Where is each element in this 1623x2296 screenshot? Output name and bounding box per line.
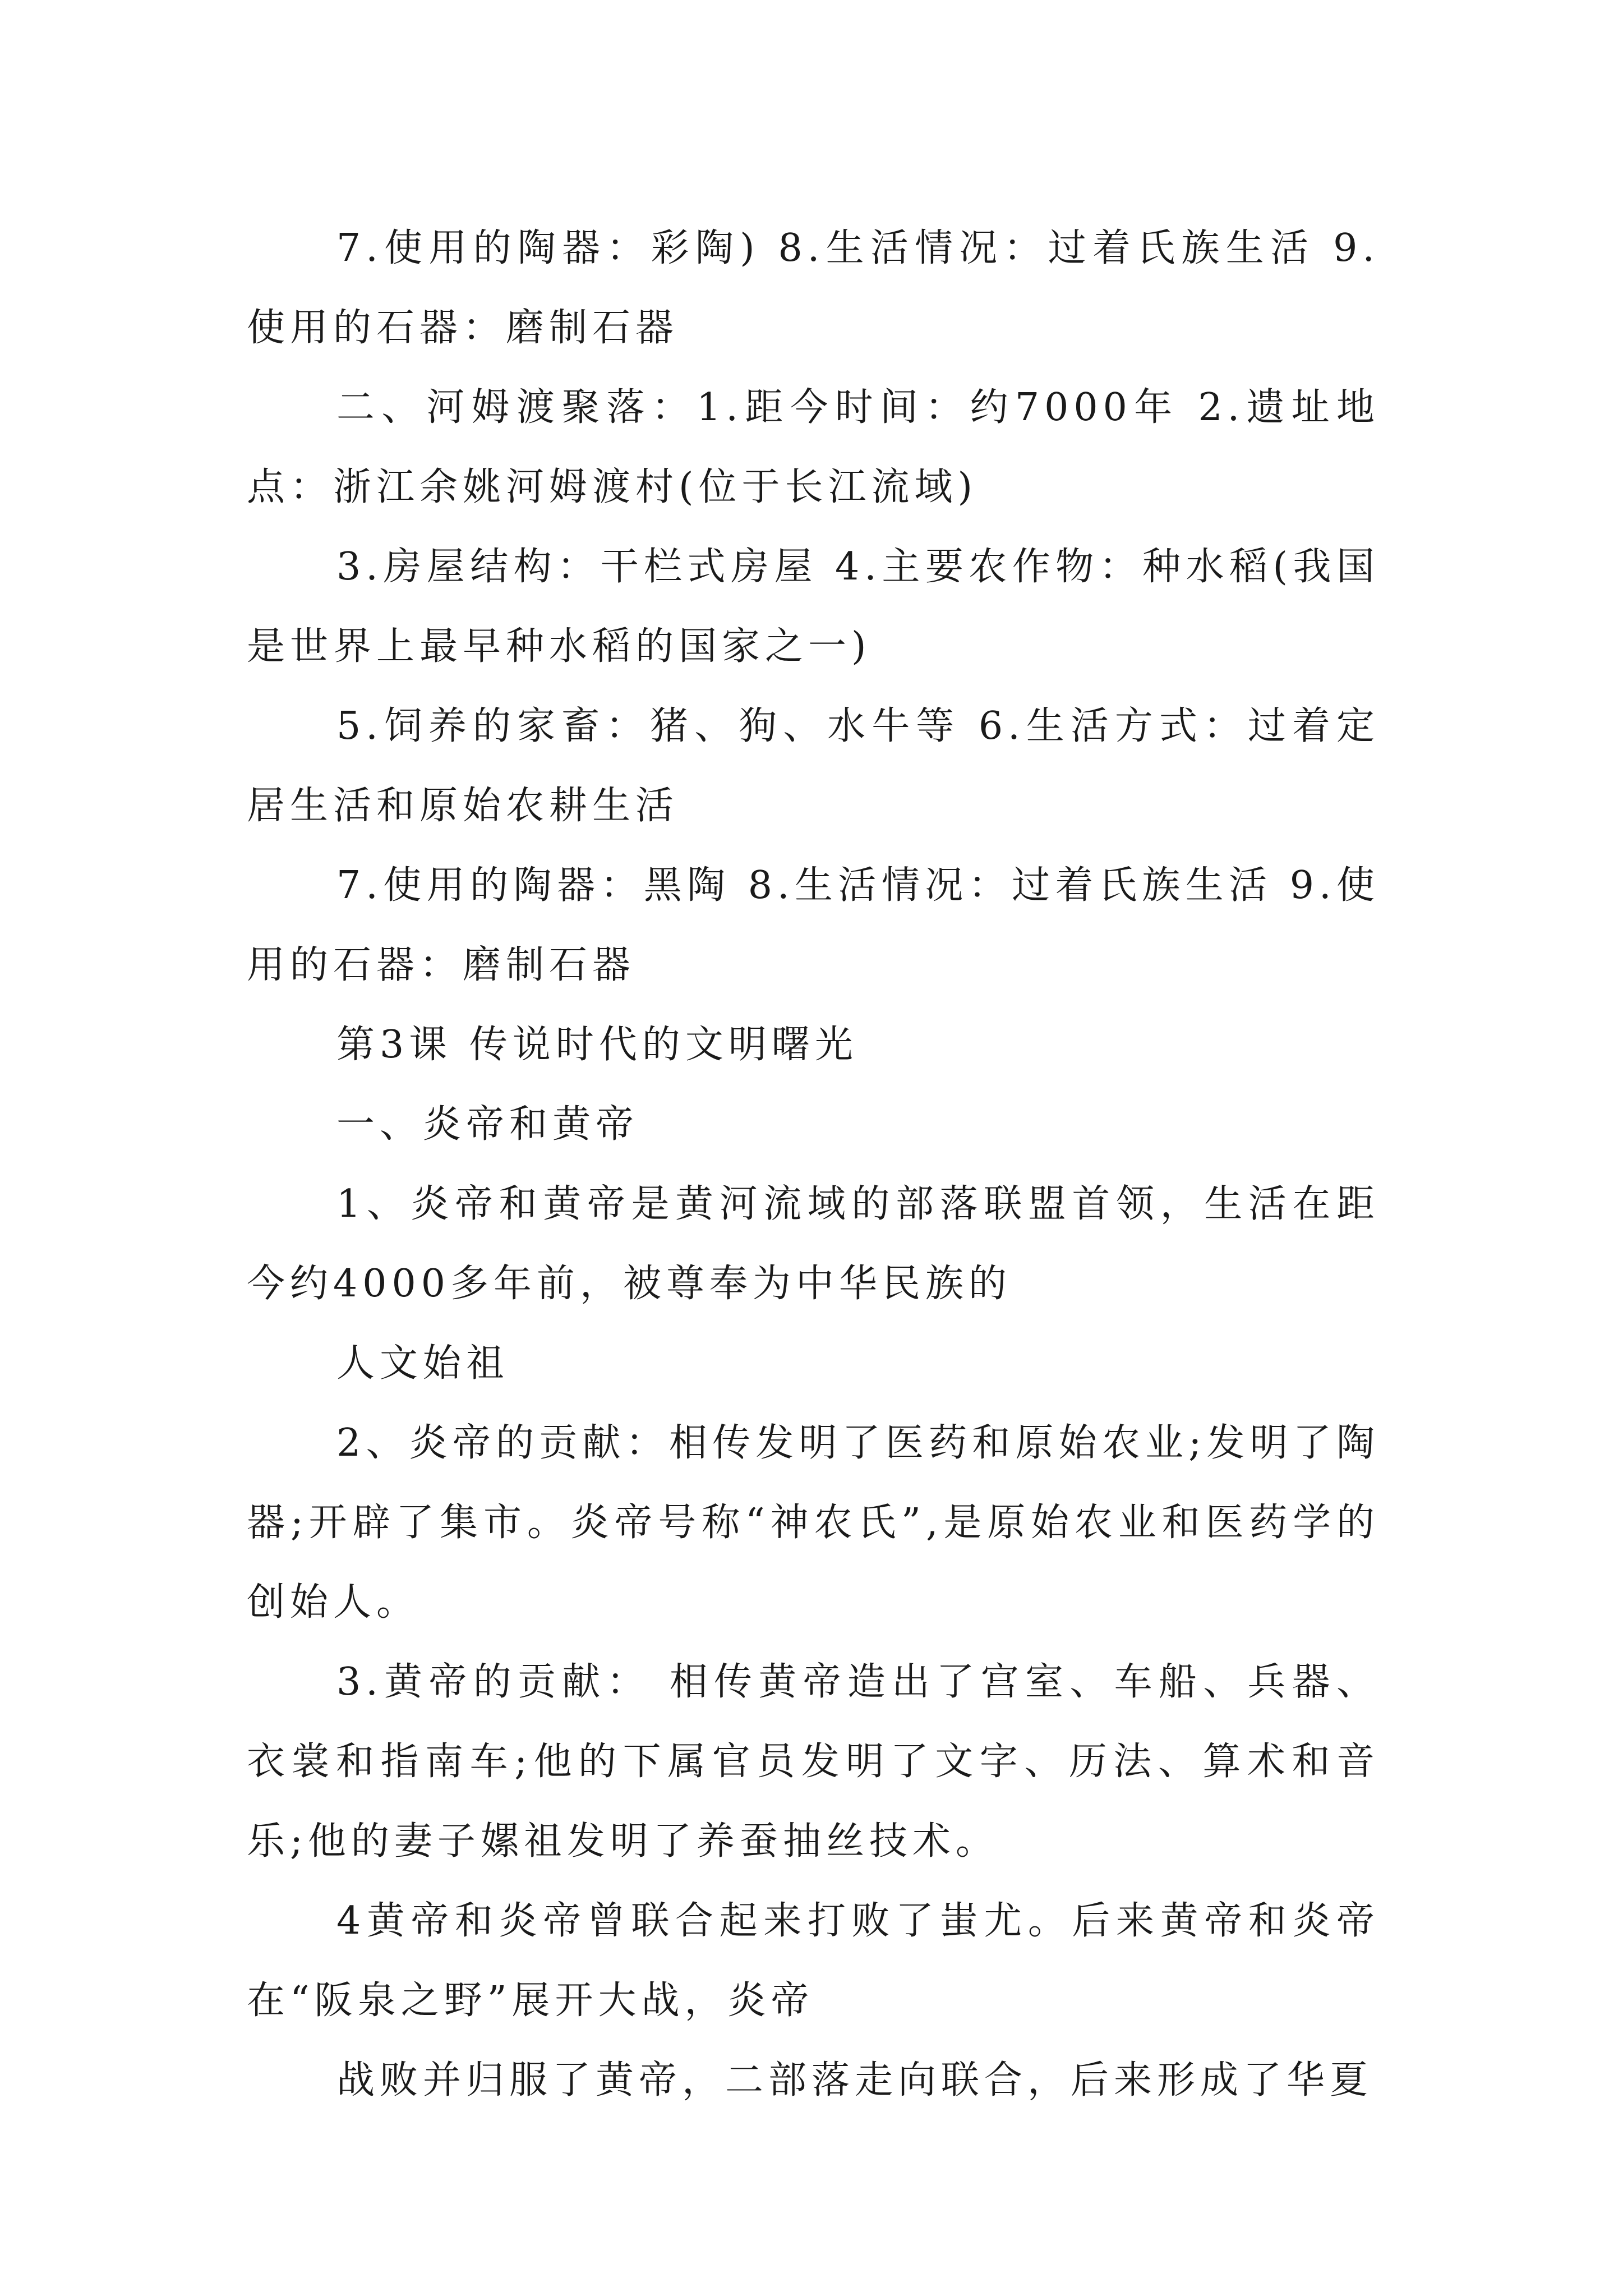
paragraph-hemudu-pottery: 7.使用的陶器：黑陶 8.生活情况：过着氏族生活 9.使用的石器：磨制石器 [247, 863, 1380, 987]
section-heading: 一、炎帝和黄帝 [336, 1102, 639, 1147]
paragraph-huangdi-contribution: 3.黄帝的贡献： 相传黄帝造出了宫室、车船、兵器、衣裳和指南车;他的下属官员发明了文字、历法、算术和音乐;他的妻子嫘祖发明了养蚕抽丝技术。 [247, 1660, 1380, 1864]
paragraph-yangshao-items: 7.使用的陶器：彩陶) 8.生活情况：过着氏族生活 9.使用的石器：磨制石器 [247, 226, 1380, 350]
paragraph-battle: 4黄帝和炎帝曾联合起来打败了蚩尤。后来黄帝和炎帝在“阪泉之野”展开大战，炎帝 [247, 1899, 1380, 2023]
document-body [247, 209, 1380, 2120]
paragraph-hemudu-housing: 3.房屋结构：干栏式房屋 4.主要农作物：种水稻(我国是世界上最早种水稻的国家之一) [247, 545, 1380, 669]
paragraph-yandi-huangdi-intro: 1、炎帝和黄帝是黄河流域的部落联盟首领，生活在距今约4000多年前，被尊奉为中华民族的 [247, 1182, 1380, 1306]
paragraph-yandi-contribution: 2、炎帝的贡献：相传发明了医药和原始农业;发明了陶器;开辟了集市。炎帝号称“神农氏”,是原始农业和医药学的创始人。 [247, 1421, 1380, 1625]
paragraph-hemudu-intro: 二、河姆渡聚落：1.距今时间：约7000年 2.遗址地点：浙江余姚河姆渡村(位于长江流域) [247, 385, 1380, 509]
paragraph-hemudu-livestock: 5.饲养的家畜：猪、狗、水牛等 6.生活方式：过着定居生活和原始农耕生活 [247, 704, 1380, 828]
lesson-title: 第3课 传说时代的文明曙光 [336, 1023, 858, 1067]
paragraph-ancestors: 人文始祖 [336, 1341, 510, 1386]
paragraph-union: 战败并归服了黄帝，二部落走向联合，后来形成了华夏 [336, 2058, 1373, 2102]
